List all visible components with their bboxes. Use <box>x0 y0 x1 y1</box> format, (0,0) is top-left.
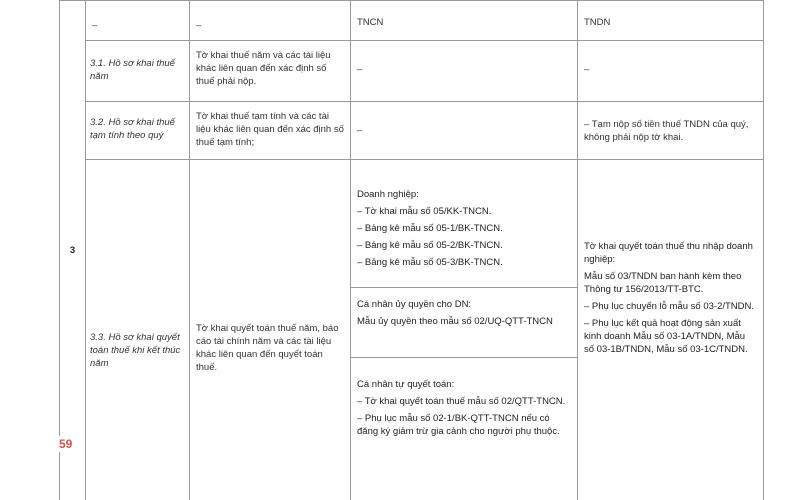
row-tndn-cell <box>578 41 764 102</box>
tncn-line: – Bảng kê mẫu số 05-1/BK-TNCN. <box>357 223 503 234</box>
header-desc-cell <box>190 1 351 41</box>
row-label: 3.1. Hồ sơ khai thuế năm <box>90 58 175 82</box>
header-tndn-cell <box>578 1 764 41</box>
tncn-authorized-section <box>351 288 577 358</box>
row-index: 3 <box>69 245 76 256</box>
tndn-block <box>578 240 763 356</box>
tndn-line: – Phụ lục kết quả hoạt động sản xuất kinh doanh Mẫu số 03-1A/TNDN, Mẫu số 03-1B/TNDN, Mẫu số 03-1C/TNDN. <box>584 318 748 355</box>
tncn-enterprise-section <box>351 160 577 288</box>
row-tndn-cell <box>578 102 764 160</box>
tncn-line: Cá nhân tự quyết toán: <box>357 379 455 390</box>
header-label-cell <box>86 1 190 41</box>
header-tndn: TNDN <box>584 17 611 28</box>
tndn-line: Tờ khai quyết toán thuế thu nhập doanh nghiệp: <box>584 241 753 265</box>
header-tncn: TNCN <box>357 17 384 28</box>
row-tncn-cell <box>351 102 578 160</box>
row-desc-cell <box>190 102 351 160</box>
tncn-line: – Bảng kê mẫu số 05-2/BK-TNCN. <box>357 240 503 251</box>
row-desc: Tờ khai thuế tạm tính và các tài liệu khác liên quan đến xác định số thuế tạm tính; <box>196 111 344 148</box>
tndn-line: Mẫu số 03/TNDN ban hành kèm theo Thông tư 156/2013/TT-BTC. <box>584 271 742 295</box>
row-tncn: – <box>357 64 363 75</box>
header-label: – <box>92 20 98 31</box>
row-tndn: – <box>584 64 590 75</box>
header-tncn-cell <box>351 1 578 41</box>
row-desc: Tờ khai thuế năm và các tài liệu khác liên quan đến xác định số thuế phải nộp. <box>196 50 331 87</box>
tncn-line: Doanh nghiệp: <box>357 189 419 200</box>
tncn-line: – Tờ khai mẫu số 05/KK-TNCN. <box>357 206 492 217</box>
tncn-self-settlement-section <box>351 358 577 458</box>
table-row <box>60 102 764 160</box>
row-index-cell <box>60 1 86 500</box>
tndn-line: – Phụ lục chuyển lỗ mẫu số 03-2/TNDN. <box>584 301 755 312</box>
row-tndn-cell <box>578 160 764 500</box>
row-label-cell <box>86 41 190 102</box>
row-label-cell <box>86 102 190 160</box>
table-header-row <box>60 1 764 41</box>
tax-filing-table <box>59 0 764 500</box>
page-number: 59 <box>59 436 75 452</box>
row-label: 3.2. Hồ sơ khai thuế tạm tính theo quý <box>90 117 175 141</box>
tncn-line: – Tờ khai quyết toán thuế mẫu số 02/QTT-TNCN. <box>357 396 566 407</box>
row-desc: Tờ khai quyết toán thuế năm, báo cáo tài chính năm và các tài liệu khác liên quan đến quyết toán thuế. <box>196 323 339 373</box>
tncn-line: Mẫu ủy quyền theo mẫu số 02/UQ-QTT-TNCN <box>357 316 553 327</box>
tncn-line: Cá nhân ủy quyền cho DN: <box>357 299 472 310</box>
tncn-line: – Bảng kê mẫu số 05-3/BK-TNCN. <box>357 257 503 268</box>
row-desc-cell <box>190 160 351 500</box>
tncn-line: – Phụ lục mẫu số 02-1/BK-QTT-TNCN nếu có đăng ký giảm trừ gia cảnh cho người phụ thuộc. <box>357 413 560 437</box>
header-desc: – <box>196 20 202 31</box>
table-row <box>60 160 764 500</box>
row-tncn-cell <box>351 41 578 102</box>
row-desc-cell <box>190 41 351 102</box>
table-row <box>60 41 764 102</box>
row-label: 3.3. Hồ sơ khai quyết toán thuế khi kết thúc năm <box>90 331 181 369</box>
row-label-cell <box>86 160 190 500</box>
row-tncn-cell <box>351 160 578 500</box>
row-tncn: – <box>357 125 363 136</box>
row-tndn: – Tạm nộp số tiền thuế TNDN của quý, không phải nộp tờ khai. <box>584 119 749 143</box>
